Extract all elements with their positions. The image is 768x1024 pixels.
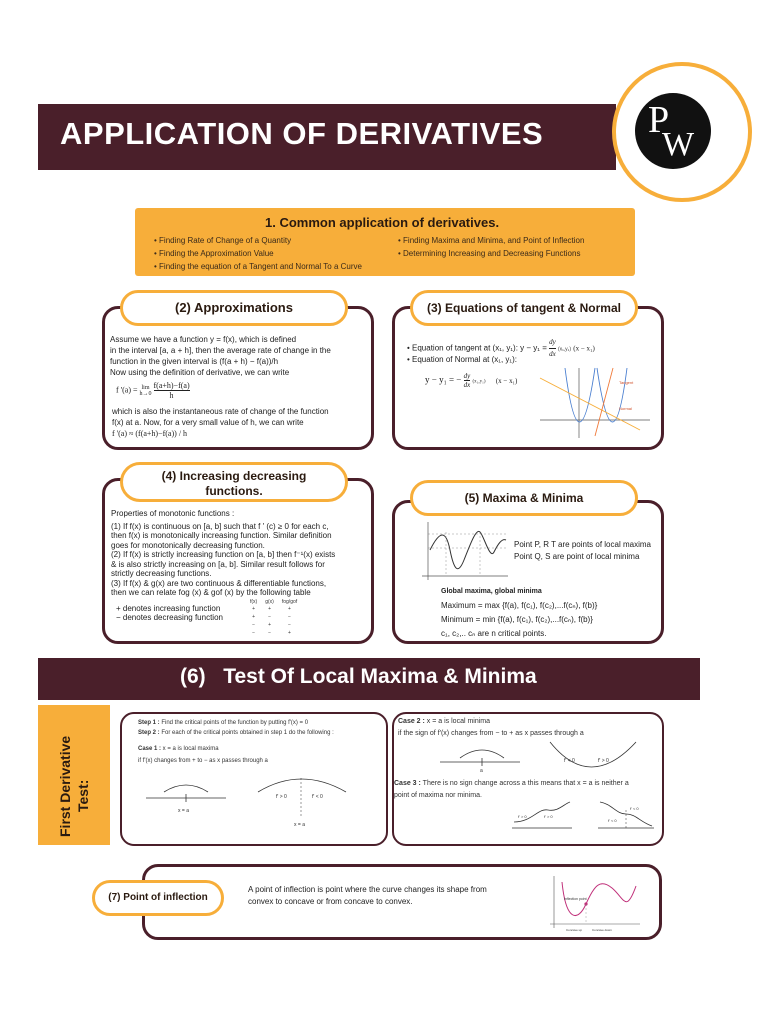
table-cell: + xyxy=(268,622,271,628)
bullet-item: • Finding Maxima and Minima, and Point of Inflection xyxy=(398,236,585,245)
case-1-text: x = a is local maxima xyxy=(161,746,219,752)
table-cell: − xyxy=(268,630,271,636)
section-2-text-2 xyxy=(112,406,372,428)
logo-letter-p: P xyxy=(648,99,670,141)
derivative-formula xyxy=(116,381,190,400)
step-1 xyxy=(138,720,308,726)
parabola-right xyxy=(597,368,627,422)
global-title: Global maxima, global minima xyxy=(441,588,542,595)
step-2-label: Step 2 : xyxy=(138,730,160,736)
inflection-label: Inflection point xyxy=(564,897,587,901)
minima-text: Point Q, S are point of local minima xyxy=(514,552,640,561)
table-cell: + xyxy=(252,614,256,620)
section-2-title: (2) Approximations xyxy=(120,290,348,326)
tangent-label: • Equation of tangent at (x₁, y₁): y − y₁ = xyxy=(407,343,547,353)
text-line: which is also the instantaneous rate of change of the function xyxy=(112,407,329,416)
first-derivative-label xyxy=(48,717,104,837)
table-row xyxy=(246,621,301,629)
concave-up-label: Concave up xyxy=(566,928,583,932)
section-7-text xyxy=(248,884,487,908)
normal-equation xyxy=(425,372,517,389)
case-2-graph xyxy=(440,740,648,776)
text-line: strictly decreasing functions. xyxy=(111,569,212,578)
maxima-minima-graph xyxy=(418,520,510,582)
approximation-formula: f '(a) ≈ (f(a+h)−f(a)) / h xyxy=(112,429,188,438)
case-1-graph xyxy=(146,772,376,830)
tangent-normal-graph xyxy=(535,366,655,440)
formula-lim: lim xyxy=(141,384,150,391)
f-positive: f' > 0 xyxy=(544,814,553,819)
normal-dy: dy xyxy=(463,372,471,380)
bullet-item: • Finding Rate of Change of a Quantity xyxy=(154,236,292,245)
text-line: A point of inflection is point where the curve changes its shape from xyxy=(248,885,487,894)
step-1-label: Step 1 : xyxy=(138,720,160,726)
fog-gof-table xyxy=(246,599,301,637)
normal-sub: (x₁,y₁) xyxy=(472,379,486,385)
inflection-graph xyxy=(540,874,644,936)
tangent-line xyxy=(595,368,613,436)
case-3-label: Case 3 : xyxy=(394,780,421,787)
text-line: (1) If f(x) is continuous on [a, b] such that f ' (c) ≥ 0 for each c, xyxy=(111,521,329,531)
minima-curve xyxy=(550,742,636,767)
table-header: f(x) xyxy=(250,599,258,605)
f-negative: f' < 0 xyxy=(630,806,639,811)
case-2-line: if the sign of f'(x) changes from − to + as x passes through a xyxy=(398,730,584,737)
case-1-label: Case 1 : xyxy=(138,746,162,752)
step-2 xyxy=(138,730,334,736)
text-line: (3) If f(x) & g(x) are two continuous & differentiable functions, xyxy=(111,578,327,588)
table-cell: − xyxy=(268,614,271,620)
text-line: in the interval [a, a + h], then the average rate of change in the xyxy=(110,346,331,355)
table-cell: − xyxy=(252,622,256,628)
text-line: (2) If f(x) is strictly increasing function on [a, b] then f⁻¹(x) exists xyxy=(111,550,336,559)
case-2-label: Case 2 : xyxy=(398,718,425,725)
formula-denominator: h xyxy=(169,391,174,400)
concave-down-label: Concave down xyxy=(592,928,612,932)
section-3-title: (3) Equations of tangent & Normal xyxy=(410,290,638,326)
formula-lhs: f '(a) = xyxy=(116,385,138,395)
table-cell: + xyxy=(268,606,271,612)
section-7-title: (7) Point of inflection xyxy=(92,880,224,916)
increasing-curve xyxy=(514,802,570,822)
case-3 xyxy=(394,780,629,787)
table-row xyxy=(246,629,301,637)
maximum-line: Maximum = max {f(a), f(c₁), f(c₂),...f(cₙ), f(b)} xyxy=(441,601,598,610)
section-4-title xyxy=(120,462,348,502)
text-line: Now using the definition of derivative, we can write xyxy=(110,368,290,377)
maxima-text: Point P, R T are points of local maxima xyxy=(514,540,651,549)
f-negative: f' < 0 xyxy=(608,818,617,823)
text-line: Assume we have a function y = f(x), which is defined xyxy=(110,335,297,344)
formula-numerator: f(a+h)−f(a) xyxy=(153,381,190,390)
text-line: f(x) at a. Now, for a very small value of h, we can write xyxy=(112,418,304,427)
function-curve xyxy=(430,531,506,568)
step-2-text: For each of the critical points obtained in step 1 do the following : xyxy=(159,730,334,736)
tangent-sub: (x₁,y₁) xyxy=(557,346,572,353)
text-line: convex to concave or from concave to convex. xyxy=(248,897,413,906)
sign-legend xyxy=(116,604,223,622)
table-row xyxy=(246,613,301,621)
text-line: function in the given interval is (f(a + h) − f(a))/h xyxy=(110,357,279,366)
section-6-heading: Test Of Local Maxima & Minima xyxy=(223,665,537,688)
section-4-title-line: functions. xyxy=(205,484,263,498)
section-4-title-line: (4) Increasing decreasing xyxy=(161,469,307,483)
table-cell: − xyxy=(288,622,291,628)
text-line: goes for monotonically decreasing function. xyxy=(111,540,265,550)
section-5-title: (5) Maxima & Minima xyxy=(410,480,638,516)
bullet-item: • Determining Increasing and Decreasing Functions xyxy=(398,249,581,258)
side-label-line1: First Derivative xyxy=(57,735,73,837)
graph-tangent-label: Tangent xyxy=(619,380,634,385)
page-title: APPLICATION OF DERIVATIVES xyxy=(60,116,544,151)
table-cell: − xyxy=(288,614,291,620)
text-line: Properties of monotonic functions : xyxy=(111,509,235,518)
case-2 xyxy=(398,718,490,725)
graph-normal-label: Normal xyxy=(619,406,632,411)
f-positive: f' > 0 xyxy=(518,814,527,819)
section-1-title: 1. Common application of derivatives. xyxy=(265,215,500,230)
tangent-rhs: (x − x₁) xyxy=(573,344,595,353)
arrow-arc xyxy=(164,785,208,792)
table-cell: − xyxy=(252,630,256,636)
a-label: a xyxy=(480,768,483,774)
case-3-graph xyxy=(508,800,658,836)
bullet-item: • Finding the Approximation Value xyxy=(154,249,274,258)
tangent-dy: dy xyxy=(549,337,556,349)
f-negative: f' < 0 xyxy=(564,758,575,764)
table-cell: + xyxy=(252,606,256,612)
xa-label: x = a xyxy=(294,822,305,828)
section-6-number: (6) xyxy=(180,665,206,688)
legend-minus: − denotes decreasing function xyxy=(116,613,223,622)
section-2-text xyxy=(110,334,370,378)
table-header: fog/gof xyxy=(281,599,298,605)
text-line: then we can relate fog (x) & gof (x) by the following table xyxy=(111,588,311,597)
table-row xyxy=(246,605,301,613)
step-1-text: Find the critical points of the function by putting f'(x) = 0 xyxy=(159,720,309,726)
arrow-arc xyxy=(460,750,504,758)
case-1 xyxy=(138,746,219,752)
normal-line xyxy=(540,378,640,430)
normal-rhs: (x − x₁) xyxy=(495,376,518,385)
text-line: then f(x) is monotonically increasing function. Similar definition xyxy=(111,531,332,540)
side-label-line2: Test: xyxy=(75,779,91,812)
bullet-item: • Finding the equation of a Tangent and Normal To a Curve xyxy=(154,262,362,271)
table-cell: + xyxy=(288,606,291,612)
case-1-line: if f'(x) changes from + to − as x passes through a xyxy=(138,758,268,764)
table-cell: + xyxy=(288,630,291,636)
f-positive: f' > 0 xyxy=(598,758,609,764)
legend-plus: + denotes increasing function xyxy=(116,604,221,613)
case-3-line2: point of maxima nor minima. xyxy=(394,792,482,799)
f-positive: f' > 0 xyxy=(276,794,287,800)
case-3-text: There is no sign change across a this means that x = a is neither a xyxy=(420,780,629,787)
tangent-dx: dx xyxy=(549,350,556,358)
formula-lim-sub: h→0 xyxy=(139,390,152,397)
normal-label: • Equation of Normal at (x₁, y₁): xyxy=(407,355,518,364)
table-header: g(x) xyxy=(265,599,274,605)
section-4-text xyxy=(111,509,371,598)
critical-line: c₁, c₂,.. cₙ are n critical points. xyxy=(441,629,547,638)
logo-letter-w: W xyxy=(662,126,695,163)
normal-lhs: y − y₁ = − xyxy=(425,374,462,385)
parabola-left xyxy=(565,368,595,422)
xa-label: x = a xyxy=(178,808,189,814)
case-2-text: x = a is local minima xyxy=(424,718,491,725)
minimum-line: Minimum = min {f(a), f(c₁), f(c₂),...f(cₙ), f(b)} xyxy=(441,615,593,624)
section-6-title xyxy=(180,665,537,689)
f-negative: f' < 0 xyxy=(312,794,323,800)
normal-dx: dx xyxy=(463,381,471,389)
maxima-curve xyxy=(258,779,346,792)
text-line: & is also strictly increasing on [a, b]. Similar result follows for xyxy=(111,559,325,569)
